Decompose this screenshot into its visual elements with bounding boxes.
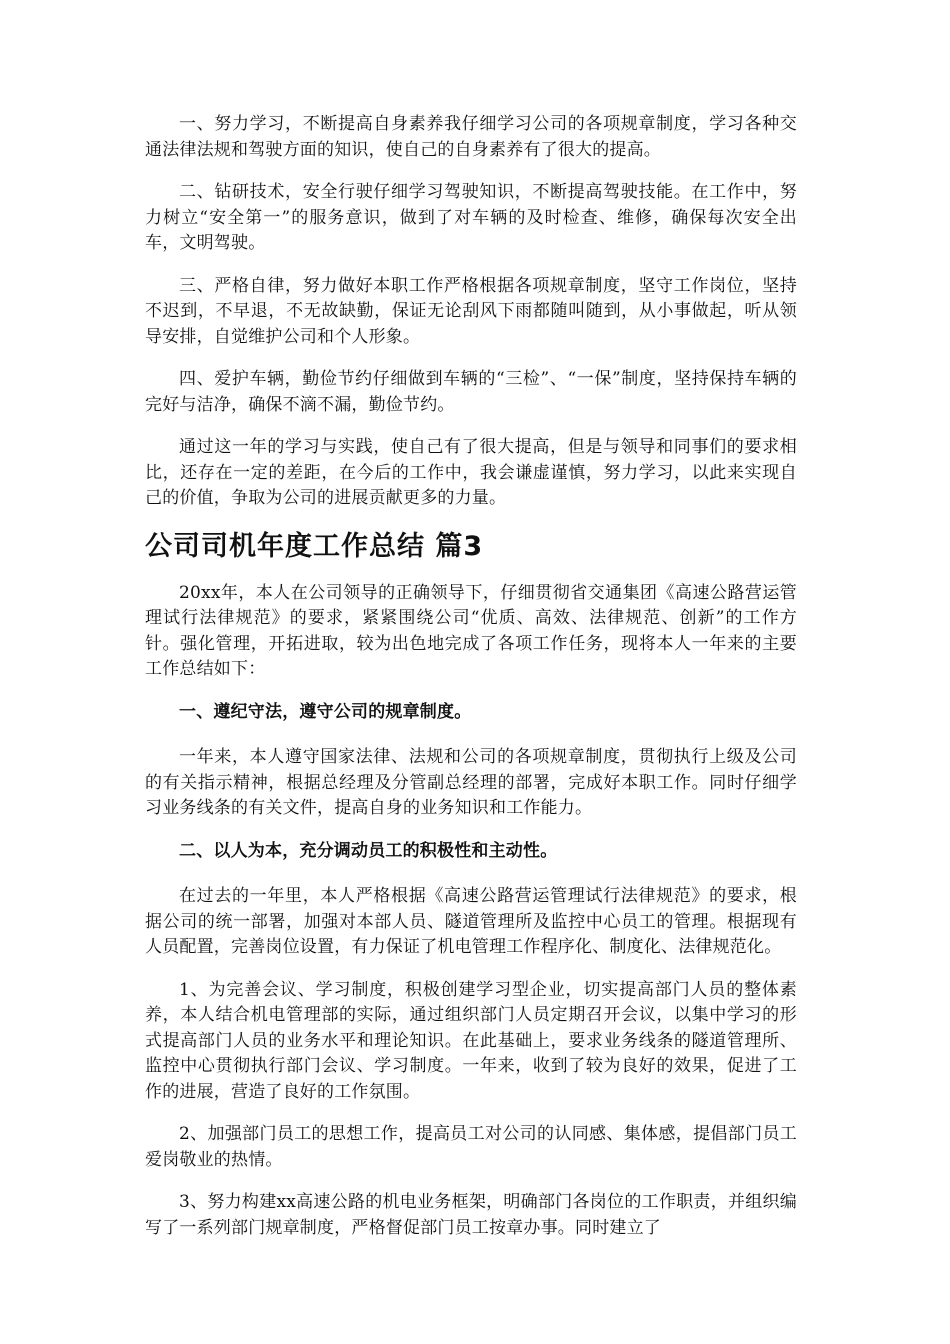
paragraph-law-abiding: 一年来，本人遵守国家法律、法规和公司的各项规章制度，贯彻执行上级及公司的有关指示精神，根据总经理及分管副总经理的部署，完成好本职工作。同时仔细学习业务线条的有关文件，提高自身的业务知识和工作能力。 <box>145 747 797 818</box>
paragraph-technique: 二、钻研技术，安全行驶仔细学习驾驶知识，不断提高驾驶技能。在工作中，努力树立“安全第一”的服务意识，做到了对车辆的及时检查、维修，确保每次安全出车，文明驾驶。 <box>145 182 797 253</box>
paragraph-people-oriented: 在过去的一年里，本人严格根据《高速公路营运管理试行法律规范》的要求，根据公司的统一部署，加强对本部人员、隧道管理所及监控中心员工的管理。根据现有人员配置，完善岗位设置，有力保证了机电管理工作程序化、制度化、法律规范化。 <box>145 886 797 957</box>
list-item-meetings: 1、为完善会议、学习制度，积极创建学习型企业，切实提高部门人员的整体素养，本人结合机电管理部的实际，通过组织部门人员定期召开会议，以集中学习的形式提高部门人员的业务水平和理论知识。在此基础上，要求业务线条的隧道管理所、监控中心贯彻执行部门会议、学习制度。一年来，收到了较为良好的效果，促进了工作的进展，营造了良好的工作氛围。 <box>145 979 797 1102</box>
paragraph-study: 一、努力学习，不断提高自身素养我仔细学习公司的各项规章制度，学习各种交通法律法规和驾驶方面的知识，使自己的自身素养有了很大的提高。 <box>145 114 797 160</box>
list-item-framework: 3、努力构建xx高速公路的机电业务框架，明确部门各岗位的工作职责，并组织编写了一系列部门规章制度，严格督促部门员工按章办事。同时建立了 <box>145 1192 797 1238</box>
subheading-law-abiding: 一、遵纪守法，遵守公司的规章制度。 <box>179 701 472 722</box>
document-body <box>145 112 797 1258</box>
paragraph-conclusion: 通过这一年的学习与实践，使自己有了很大提高，但是与领导和同事们的要求相比，还存在一定的差距，在今后的工作中，我会谦虚谨慎，努力学习，以此来实现自己的价值，争取为公司的进展贡献更多的力量。 <box>145 437 797 508</box>
paragraph-intro: 20xx年，本人在公司领导的正确领导下，仔细贯彻省交通集团《高速公路营运管理试行法律规范》的要求，紧紧围绕公司“优质、高效、法律规范、创新”的工作方针。强化管理，开拓进取，较为出色地完成了各项工作任务，现将本人一年来的主要工作总结如下： <box>145 582 797 679</box>
paragraph-discipline: 三、严格自律，努力做好本职工作严格根据各项规章制度，坚守工作岗位，坚持不迟到，不早退，不无故缺勤，保证无论刮风下雨都随叫随到，从小事做起，听从领导安排，自觉维护公司和个人形象。 <box>145 275 797 347</box>
paragraph-vehicle-care: 四、爱护车辆，勤俭节约仔细做到车辆的“三检”、“一保”制度，坚持保持车辆的完好与洁净，确保不滴不漏，勤俭节约。 <box>145 369 797 415</box>
list-item-ideology: 2、加强部门员工的思想工作，提高员工对公司的认同感、集体感，提倡部门员工爱岗敬业的热情。 <box>145 1124 797 1170</box>
section-heading: 公司司机年度工作总结 篇3 <box>145 530 484 562</box>
subheading-people-oriented: 二、以人为本，充分调动员工的积极性和主动性。 <box>179 840 558 861</box>
